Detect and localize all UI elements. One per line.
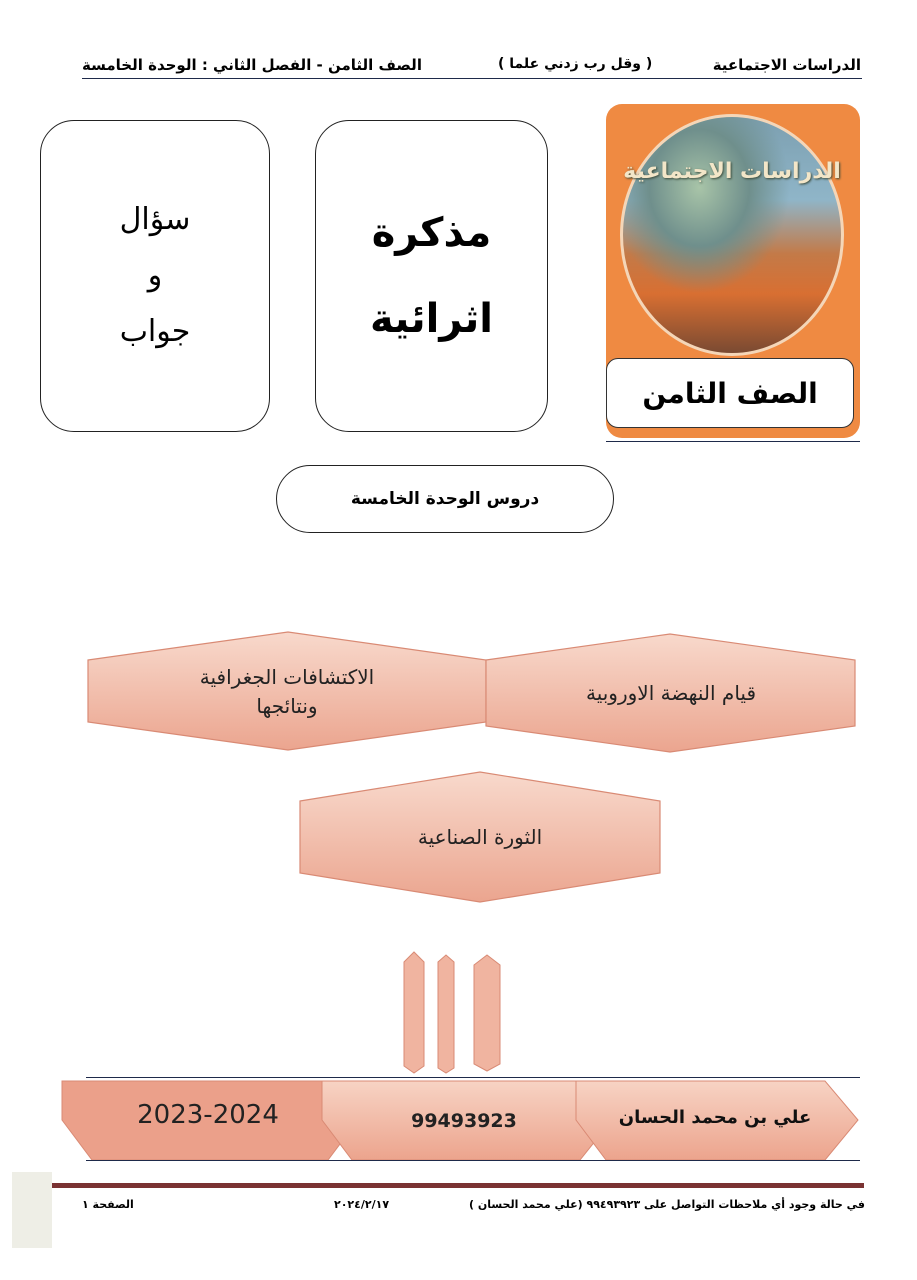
grade-info: الصف الثامن - الفصل الثاني : الوحدة الخامسة (82, 56, 422, 74)
watermark-logo (12, 1172, 52, 1248)
memo-line-1: مذكرة (371, 210, 492, 256)
header-quote: ( وقل رب زدني علما ) (498, 56, 653, 72)
cover-grade-label: الصف الثامن (606, 358, 854, 428)
lesson-2-line-1: الاكتشافات الجغرافية (199, 665, 375, 689)
lesson-3-label: الثورة الصناعية (417, 824, 543, 849)
cover-book-title: الدراسات الاجتماعية (623, 159, 841, 184)
lesson-2-label (90, 652, 484, 732)
banner-top-line (86, 1077, 860, 1078)
banner-bottom-line (86, 1160, 860, 1161)
footer-page: الصفحة ١ (82, 1198, 134, 1211)
banner-author: علي بن محمد الحسان (618, 1107, 812, 1128)
memo-line-2: اثرائية (370, 296, 493, 342)
qa-line-1: سؤال (119, 202, 191, 237)
lesson-2-line-2: ونتائجها (256, 694, 318, 718)
banner-phone: 99493923 (411, 1110, 517, 1132)
qa-line-3: جواب (119, 314, 191, 349)
qa-line-2: و (147, 258, 163, 293)
footer-note: في حالة وجود أي ملاحظات التواصل على ٩٩٤٩٣٩٢٣ (علي محمد الحسان ) (468, 1198, 865, 1211)
banner-year: 2023-2024 (137, 1100, 279, 1130)
bar-2 (438, 955, 454, 1073)
lesson-1-label: قيام النهضة الاوروبية (585, 680, 757, 705)
footer-date: ٢٠٢٤/٢/١٧ (334, 1198, 390, 1211)
subject-title: الدراسات الاجتماعية (712, 56, 861, 74)
unit-title: دروس الوحدة الخامسة (276, 465, 614, 533)
footer-bar (46, 1183, 864, 1188)
bar-3 (474, 955, 500, 1071)
bar-1 (404, 952, 424, 1073)
